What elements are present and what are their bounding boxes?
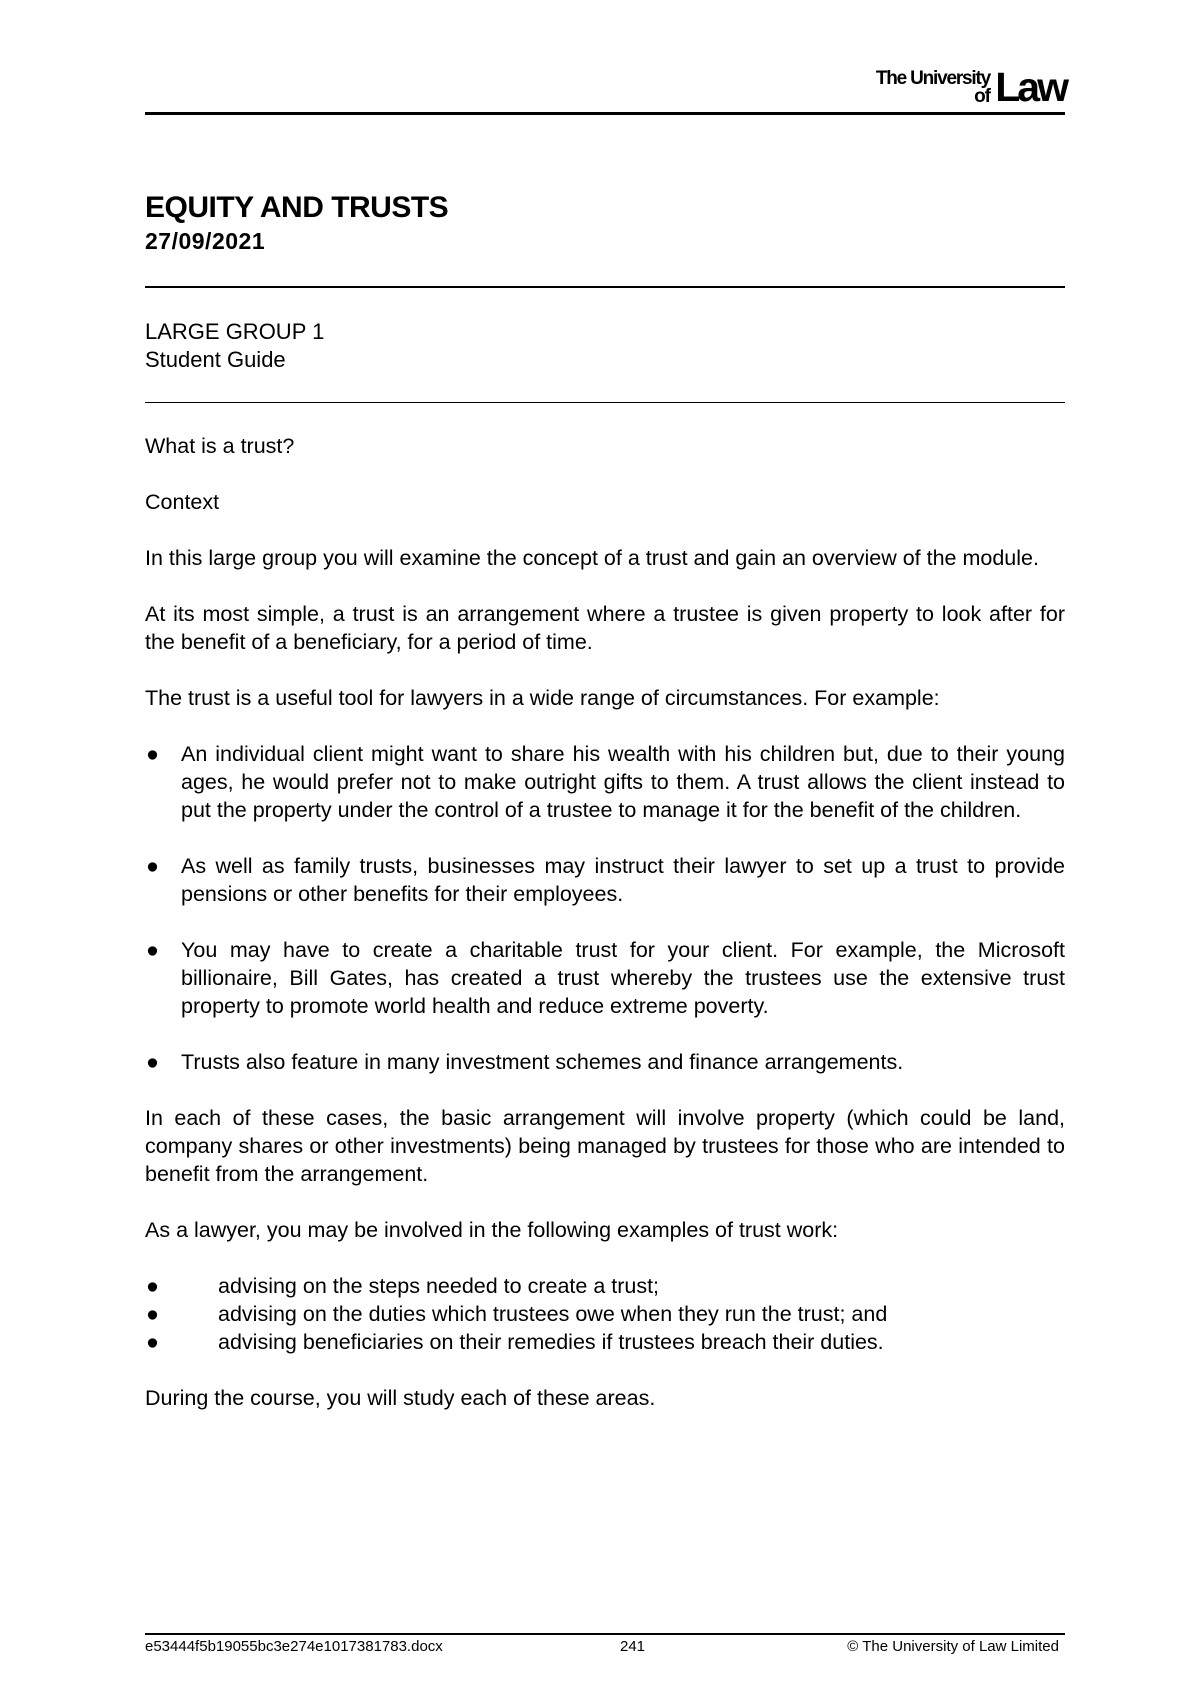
footer-filename: e53444f5b19055bc3e274e1017381783.docx [145, 1638, 443, 1655]
footer-page-number: 241 [620, 1638, 646, 1655]
list-item [145, 1272, 1065, 1300]
document-title: EQUITY AND TRUSTS [145, 191, 449, 224]
bullet-icon: ● [146, 854, 159, 878]
list-item [145, 1300, 1065, 1328]
guide-label: Student Guide [145, 347, 286, 372]
bullet-icon: ● [146, 1274, 159, 1298]
body-content [145, 432, 1065, 1412]
examples-list [145, 740, 1065, 1076]
group-heading [145, 318, 324, 374]
document-date: 27/09/2021 [145, 228, 266, 254]
bullet-icon: ● [146, 742, 159, 766]
list-item [145, 1048, 1065, 1076]
list-item-text: You may have to create a charitable trust for your client. For example, the Microsoft billionaire, Bill Gates, has created a trust whereby the trustees use the extensive trust property to promote world health and reduce extreme poverty. [181, 938, 1065, 1018]
section-divider [145, 402, 1065, 403]
question-heading: What is a trust? [145, 434, 295, 458]
list-item-text: Trusts also feature in many investment schemes and finance arrangements. [181, 1050, 904, 1074]
title-divider [145, 286, 1065, 288]
paragraph-cases: In each of these cases, the basic arrangement will involve property (which could be land, company shares or other investments) being managed by trustees for those who are intended to benefit from the arrangement. [145, 1106, 1065, 1186]
logo-line1: The University [875, 68, 990, 89]
page-footer [145, 1636, 1065, 1660]
university-logo [846, 64, 1066, 114]
bullet-icon: ● [146, 1302, 159, 1326]
paragraph-tool: The trust is a useful tool for lawyers in a wide range of circumstances. For example: [145, 686, 940, 710]
logo-line3: Law [995, 64, 1066, 110]
group-label: LARGE GROUP 1 [145, 319, 325, 344]
list-item-text: advising on the steps needed to create a trust; [218, 1274, 660, 1298]
list-item-text: An individual client might want to share his wealth with his children but, due to their young ages, he would prefer not to make outright gifts to them. A trust allows the client instead to put the property under the control of a trustee to manage it for the benefit of the children. [181, 742, 1065, 822]
bullet-icon: ● [146, 938, 159, 962]
footer-copyright: © The University of Law Limited [847, 1638, 1059, 1655]
paragraph-definition: At its most simple, a trust is an arrangement where a trustee is given property to look after for the benefit of a beneficiary, for a period of time. [145, 602, 1065, 654]
trust-work-list [145, 1272, 1065, 1356]
list-item-text: As well as family trusts, businesses may instruct their lawyer to set up a trust to provide pensions or other benefits for their employees. [181, 854, 1065, 906]
paragraph-lawyer: As a lawyer, you may be involved in the following examples of trust work: [145, 1218, 839, 1242]
bullet-icon: ● [146, 1050, 159, 1074]
logo-line2: of [974, 86, 990, 107]
list-item-text: advising beneficiaries on their remedies if trustees breach their duties. [218, 1330, 884, 1354]
list-item [145, 936, 1065, 1020]
header-divider [145, 112, 1065, 115]
list-item [145, 852, 1065, 908]
list-item [145, 1328, 1065, 1356]
list-item-text: advising on the duties which trustees owe when they run the trust; and [218, 1302, 888, 1326]
bullet-icon: ● [146, 1330, 159, 1354]
list-item [145, 740, 1065, 824]
footer-divider [145, 1633, 1065, 1635]
context-heading: Context [145, 490, 220, 514]
paragraph-closing: During the course, you will study each of these areas. [145, 1386, 656, 1410]
paragraph-intro: In this large group you will examine the concept of a trust and gain an overview of the module. [145, 546, 1039, 570]
